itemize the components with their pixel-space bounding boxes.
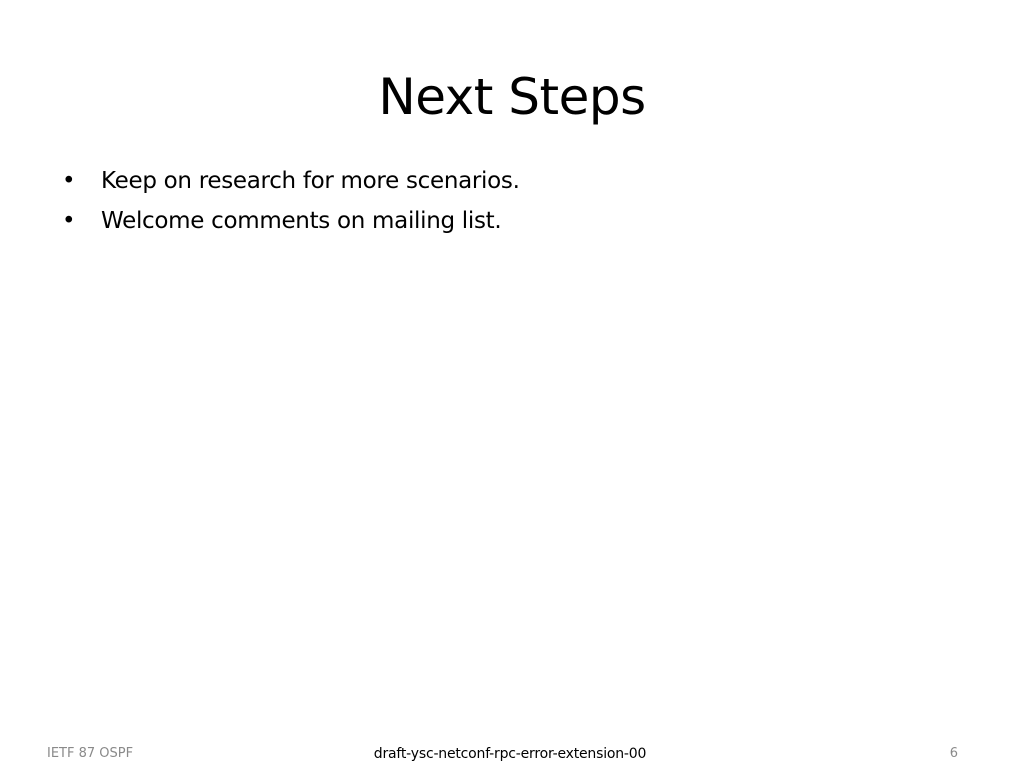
footer-draft-name: draft-ysc-netconf-rpc-error-extension-00 (373, 746, 647, 762)
page-number: 6 (949, 746, 958, 761)
footer-event-label: IETF 87 OSPF (47, 746, 134, 761)
bullet-text: Welcome comments on mailing list. (101, 208, 502, 234)
bullet-marker: • (62, 168, 76, 194)
bullet-marker: • (62, 208, 76, 234)
slide-title: Next Steps (378, 68, 646, 126)
bullet-text: Keep on research for more scenarios. (101, 168, 520, 194)
